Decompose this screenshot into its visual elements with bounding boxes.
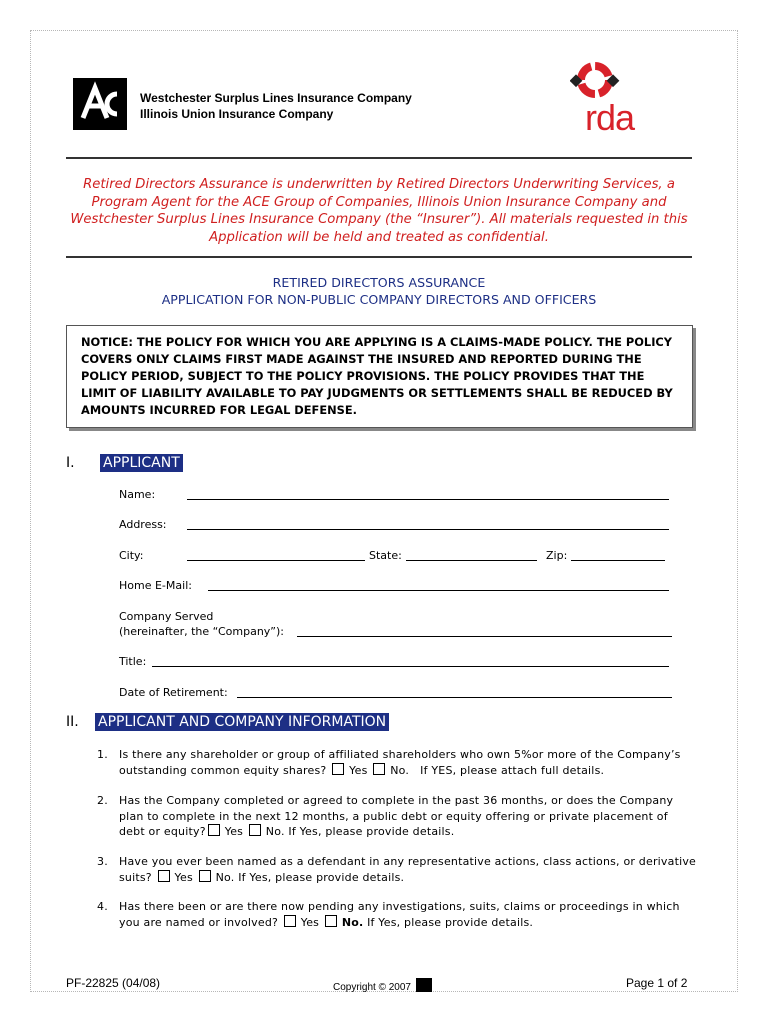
copyright-text: Copyright © 2007 xyxy=(333,982,411,993)
title-field[interactable] xyxy=(152,666,669,667)
question-3-yes-label: Yes xyxy=(174,870,193,884)
address-field[interactable] xyxy=(187,529,669,530)
question-1-line-2: outstanding common equity shares? xyxy=(119,763,327,777)
address-label: Address: xyxy=(119,518,167,531)
question-2-tail: If Yes, please provide details. xyxy=(288,825,455,838)
question-1-yes-label: Yes xyxy=(349,763,368,777)
question-1-yes-checkbox[interactable] xyxy=(332,763,344,775)
question-3-line-2: suits? xyxy=(119,870,152,884)
city-label: City: xyxy=(119,549,144,562)
company-served-label: Company Served xyxy=(119,610,214,623)
company-names xyxy=(140,90,412,122)
ace-small-logo-icon xyxy=(416,978,432,992)
page-number: Page 1 of 2 xyxy=(626,976,688,990)
question-3-yes-checkbox[interactable] xyxy=(158,870,170,882)
question-2-yes-label: Yes xyxy=(224,825,244,838)
question-4-yes-checkbox[interactable] xyxy=(284,915,296,927)
section-1-title: APPLICANT xyxy=(100,454,183,472)
question-1-no-checkbox[interactable] xyxy=(373,763,385,775)
question-1-line-1: Is there any shareholder or group of affiliated shareholders who own 5%or more of the Company’s xyxy=(119,748,681,761)
city-field[interactable] xyxy=(187,560,365,561)
copyright xyxy=(333,978,432,993)
state-field[interactable] xyxy=(406,560,537,561)
name-field[interactable] xyxy=(187,499,669,500)
question-2-line-2: plan to complete in the next 12 months, a public debt or equity offering or private placement of xyxy=(119,809,668,823)
question-2-no-checkbox[interactable] xyxy=(249,824,261,836)
question-2-number: 2. xyxy=(97,794,108,807)
section-2-number: II. xyxy=(66,714,79,730)
question-2-no-label: No. xyxy=(265,825,285,838)
zip-label: Zip: xyxy=(546,549,568,562)
title-label: Title: xyxy=(119,655,147,668)
application-titles xyxy=(66,274,692,308)
company-served-label-2: (hereinafter, the “Company”): xyxy=(119,625,285,638)
section-2-title: APPLICANT AND COMPANY INFORMATION xyxy=(95,713,389,731)
top-rule xyxy=(66,157,692,159)
question-4-number: 4. xyxy=(97,900,108,913)
question-4-line-1: Has there been or are there now pending any investigations, suits, claims or proceedings in which xyxy=(119,900,680,913)
question-3-number: 3. xyxy=(97,855,108,868)
company-name-illinois: Illinois Union Insurance Company xyxy=(140,107,334,121)
question-4-yes-label: Yes xyxy=(300,915,320,929)
title-retired-directors: RETIRED DIRECTORS ASSURANCE xyxy=(272,275,486,290)
ace-logo xyxy=(73,78,127,130)
intro-paragraph: Retired Directors Assurance is underwritten by Retired Directors Underwriting Services, a Program Agent for the ACE Group of Companies, Illinois Union Insurance Company and Westchester Surplus Lines Insurance Company (the “Insurer”). All materials requested in this Application will be held and treated as confidential. xyxy=(70,177,688,245)
name-label: Name: xyxy=(119,488,156,501)
question-1-no-label: No. xyxy=(390,763,410,777)
question-4-no-label: No. xyxy=(341,915,364,929)
question-4-tail: If Yes, please provide details. xyxy=(367,915,534,929)
section-2-heading xyxy=(66,713,389,731)
question-3-no-checkbox[interactable] xyxy=(199,870,211,882)
question-2-line-3: debt or equity? xyxy=(119,825,206,838)
company-served-field[interactable] xyxy=(297,636,672,637)
page-border xyxy=(30,30,738,992)
question-3-tail: If Yes, please provide details. xyxy=(238,870,405,884)
retirement-date-label: Date of Retirement: xyxy=(119,686,228,699)
question-1-number: 1. xyxy=(97,748,108,761)
state-label: State: xyxy=(369,549,402,562)
form-id: PF-22825 (04/08) xyxy=(66,976,161,990)
email-label: Home E-Mail: xyxy=(119,579,192,592)
section-1-number: I. xyxy=(66,455,75,471)
question-1-tail: If YES, please attach full details. xyxy=(420,763,605,777)
claims-made-notice: NOTICE: THE POLICY FOR WHICH YOU ARE APPLYING IS A CLAIMS-MADE POLICY. THE POLICY COVERS ONLY CLAIMS FIRST MADE AGAINST THE INSURED AND REPORTED DURING THE POLICY PERIOD, SUBJECT TO THE POLICY PROVISIONS. THE POLICY PROVIDES THAT THE LIMIT OF LIABILITY AVAILABLE TO PAY JUDGMENTS OR SETTLEMENTS SHALL BE REDUCED BY AMOUNTS INCURRED FOR LEGAL DEFENSE. xyxy=(66,325,693,428)
question-3-no-label: No. xyxy=(215,870,235,884)
retirement-date-field[interactable] xyxy=(237,697,672,698)
section-1-heading xyxy=(66,454,183,472)
question-4-line-2: you are named or involved? xyxy=(119,915,279,929)
bottom-rule xyxy=(66,256,692,258)
company-name-westchester: Westchester Surplus Lines Insurance Company xyxy=(140,91,412,105)
email-field[interactable] xyxy=(208,590,669,591)
question-4-no-checkbox[interactable] xyxy=(325,915,337,927)
question-3-line-1: Have you ever been named as a defendant in any representative actions, class actions, or derivative xyxy=(119,855,697,868)
title-application: APPLICATION FOR NON-PUBLIC COMPANY DIRECTORS AND OFFICERS xyxy=(161,292,597,307)
question-2-line-1: Has the Company completed or agreed to complete in the past 36 months, or does the Company xyxy=(119,794,674,807)
zip-field[interactable] xyxy=(571,560,665,561)
rda-logo-text: rda xyxy=(585,97,635,138)
question-2-yes-checkbox[interactable] xyxy=(208,824,220,836)
